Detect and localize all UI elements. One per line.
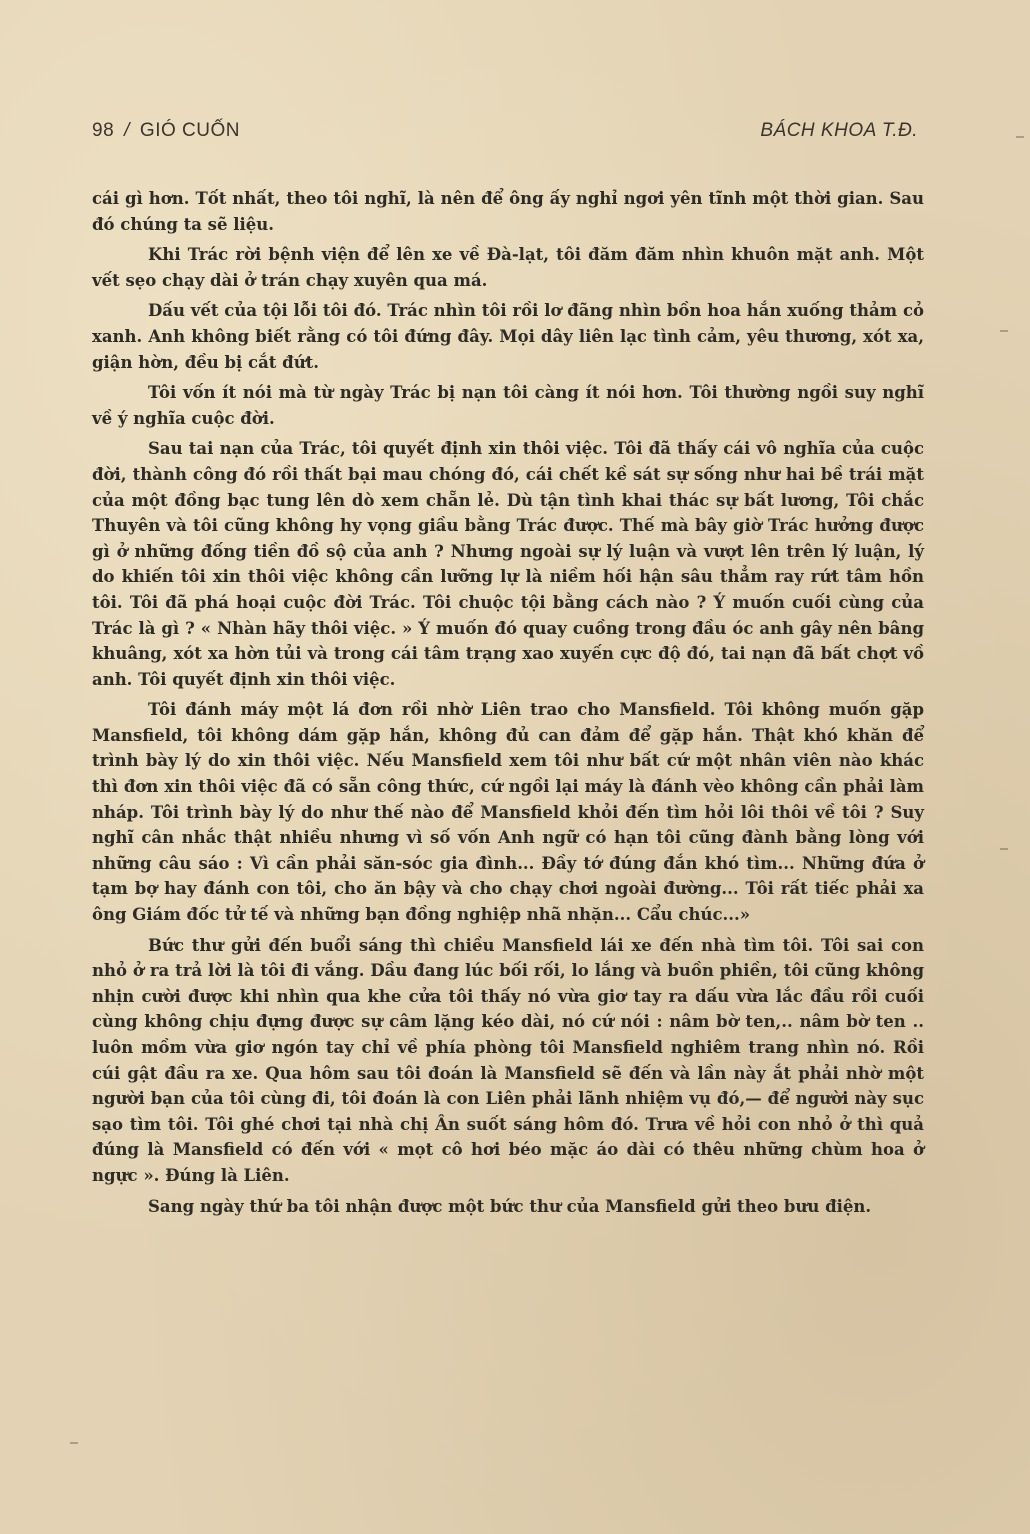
paragraph-5: Sau tai nạn của Trác, tôi quyết định xin thôi việc. Tôi đã thấy cái vô nghĩa của cuộc đời, thành công đó rồi thất bại mau chóng đó, cái chết kề sát sự sống như hai bề trái mặt của một đồng bạc tung lên dò xem chẵn lẻ. Dù tận tình khai thác sự bất lương, Tôi chắc Thuyên và tôi cũng không hy vọng giầu bằng Trác được. Thế mà bây giờ Trác hưởng được gì ở những đống tiền đồ sộ của anh ? Nhưng ngoài sự lý luận và vượt lên trên lý luận, lý do khiến tôi xin thôi việc không cần lưỡng lự là niềm hối hận sâu thẳm ray rứt tâm hồn tôi. Tôi đã phá hoại cuộc đời Trác. Tôi chuộc tội bằng cách nào ? Ý muốn cuối cùng của Trác là gì ? « Nhàn hãy thôi việc. » Ý muốn đó quay cuồng trong đầu óc anh gây nên bâng khuâng, xót xa hờn tủi và trong cái tâm trạng xao xuyến cực độ đó, tai nạn đã bất chợt vồ anh. Tôi quyết định xin thôi việc. — [92, 439, 924, 689]
header-separator: / — [124, 120, 130, 141]
paragraph-3: Dấu vết của tội lỗi tôi đó. Trác nhìn tôi rồi lơ đãng nhìn bồn hoa hắn xuống thảm cỏ xanh. Anh không biết rằng có tôi đứng đây. Mọi dây liên lạc tình cảm, yêu thương, xót xa, giận hờn, đều bị cắt đứt. — [92, 301, 924, 372]
edge-mark — [1000, 330, 1008, 332]
paragraph-2: Khi Trác rời bệnh viện để lên xe về Đà-lạt, tôi đăm đăm nhìn khuôn mặt anh. Một vết sẹo chạy dài ở trán chạy xuyên qua má. — [92, 245, 924, 290]
paragraph-8: Sang ngày thứ ba tôi nhận được một bức thư của Mansfield gửi theo bưu điện. — [148, 1196, 872, 1216]
running-head — [92, 120, 918, 150]
paragraph-4: Tôi vốn ít nói mà từ ngày Trác bị nạn tôi càng ít nói hơn. Tôi thường ngồi suy nghĩ về ý nghĩa cuộc đời. — [92, 383, 924, 428]
publication-title: BÁCH KHOA T.Đ. — [760, 120, 918, 141]
edge-mark — [1016, 136, 1024, 138]
paragraph-6: Tôi đánh máy một lá đơn rồi nhờ Liên trao cho Mansfield. Tôi không muốn gặp Mansfield, tôi không dám gặp hắn, không đủ can đảm để gặp hắn. Thật khó khăn để trình bày lý do xin thôi việc. Nếu Mansfield xem tôi như bất cứ một nhân viên nào khác thì đơn xin thôi việc đã có sẵn công thức, cứ ngồi lại máy là đánh vèo không cần phải làm nháp. Tôi trình bày lý do như thế nào để Mansfield khỏi đến tìm hỏi lôi thôi về tôi ? Suy nghĩ cân nhắc thật nhiều nhưng vì số vốn Anh ngữ có hạn tôi cũng đành bằng lòng với những câu sáo : Vì cần phải săn-sóc gia đình... Đầy tớ đúng đắn khó tìm... Những đứa ở tạm bợ hay đánh con tôi, cho ăn bậy và cho chạy chơi ngoài đường... Tôi rất tiếc phải xa ông Giám đốc tử tế và những bạn đồng nghiệp nhã nhặn... Cẩu chúc...» — [92, 700, 924, 925]
edge-mark — [70, 1442, 78, 1444]
chapter-title: GIÓ CUỐN — [139, 120, 240, 141]
running-head-left — [92, 120, 240, 142]
body-text — [92, 186, 924, 1224]
page-number: 98 — [92, 120, 115, 141]
edge-mark — [1000, 848, 1008, 850]
paragraph-1: cái gì hơn. Tốt nhất, theo tôi nghĩ, là nên để ông ấy nghỉ ngơi yên tĩnh một thời gian. Sau đó chúng ta sẽ liệu. — [92, 189, 924, 234]
paragraph-7: Bức thư gửi đến buổi sáng thì chiều Mansfield lái xe đến nhà tìm tôi. Tôi sai con nhỏ ở ra trả lời là tôi đi vắng. Dầu đang lúc bối rối, lo lắng và buồn phiền, tôi cũng không nhịn cười được khi nhìn qua khe cửa tôi thấy nó vừa giơ tay ra dấu vừa lắc đầu rồi cuối cùng không chịu đựng được sự câm lặng kéo dài, nó cứ nói : nâm bờ ten,.. nâm bờ ten .. luôn mồm vừa giơ ngón tay chỉ về phía phòng tôi Mansfield nghiêm trang nhìn nó. Rồi cúi gật đầu ra xe. Qua hôm sau tôi đoán là Mansfield sẽ đến và lần này ắt phải nhờ một người bạn của tôi cùng đi, tôi đoán là con Liên phải lãnh nhiệm vụ đó,— để người này sục sạo tìm tôi. Tôi ghé chơi tại nhà chị Ân suốt sáng hôm đó. Trưa về hỏi con nhỏ ở thì quả đúng là Mansfield có đến với « mọt cô hơi béo mặc áo dài có thêu những chùm hoa ở ngực ». Đúng là Liên. — [92, 935, 924, 1185]
